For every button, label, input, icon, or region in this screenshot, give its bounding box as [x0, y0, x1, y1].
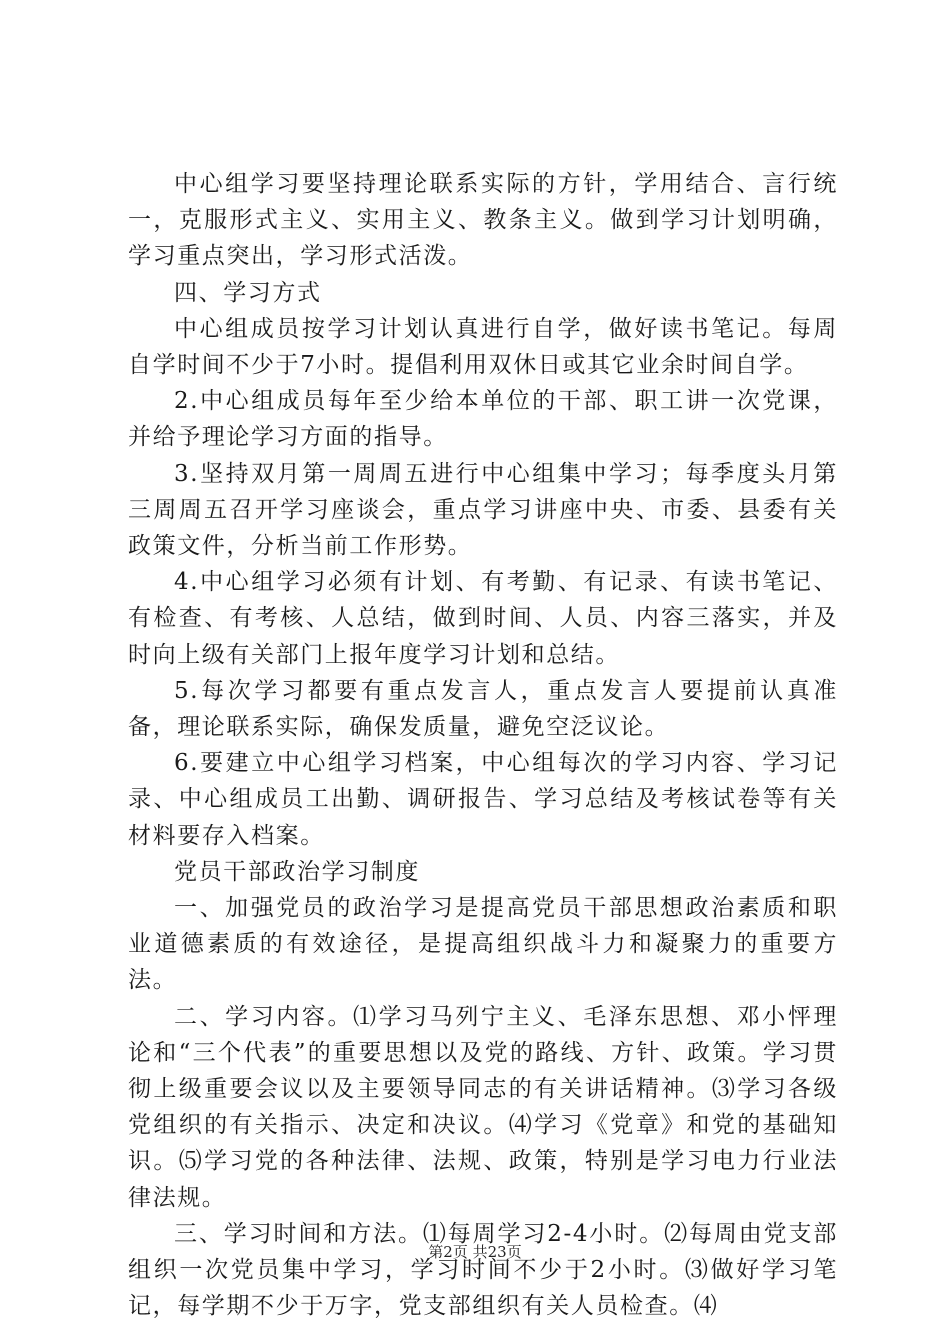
section-heading: 四、学习方式: [174, 279, 322, 306]
list-item: 6.要建立中心组学习档案，中心组每次的学习内容、学习记录、中心组成员工出勤、调研报告、学习总结及考核试卷等有关材料要存入档案。: [128, 750, 838, 849]
list-item: 5.每次学习都要有重点发言人，重点发言人要提前认真准备，理论联系实际，确保发质量，避免空泛议论。: [128, 677, 838, 741]
paragraph: 三、学习时间和方法。⑴每周学习2-4小时。⑵每周由党支部组织一次党员集中学习，学习时间不少于2小时。⑶做好学习笔记，每学期不少于万字，党支部组织有关人员检查。⑷: [128, 1220, 838, 1320]
paragraph: 中心组学习要坚持理论联系实际的方针，学用结合、言行统一，克服形式主义、实用主义、教条主义。做到学习计划明确，学习重点突出，学习形式活泼。: [128, 171, 838, 270]
document-body: [128, 166, 838, 1325]
list-item: 3.坚持双月第一周周五进行中心组集中学习；每季度头月第三周周五召开学习座谈会，重点学习讲座中央、市委、县委有关政策文件，分析当前工作形势。: [128, 460, 838, 560]
paragraph: 中心组成员按学习计划认真进行自学，做好读书笔记。每周自学时间不少于7小时。提倡利用双休日或其它业余时间自学。: [128, 315, 838, 379]
list-item: 2.中心组成员每年至少给本单位的干部、职工讲一次党课，并给予理论学习方面的指导。: [128, 388, 838, 451]
list-item: 4.中心组学习必须有计划、有考勤、有记录、有读书笔记、有检查、有考核、人总结，做到时间、人员、内容三落实，并及时向上级有关部门上报年度学习计划和总结。: [128, 569, 838, 668]
paragraph: 二、学习内容。⑴学习马列宁主义、毛泽东思想、邓小怦理论和“三个代表”的重要思想以及党的路线、方针、政策。学习贯彻上级重要会议以及主要领导同志的有关讲话精神。⑶学习各级党组织的有关指示、决定和决议。⑷学习《党章》和党的基础知识。⑸学习党的各种法律、法规、政策，特别是学习电力行业法律法规。: [128, 1003, 838, 1211]
document-title: 党员干部政治学习制度: [174, 858, 420, 885]
page-footer: 第2页 共23页: [428, 1243, 522, 1261]
paragraph: 一、加强党员的政治学习是提高党员干部思想政治素质和职业道德素质的有效途径，是提高组织战斗力和凝聚力的重要方法。: [128, 895, 838, 994]
